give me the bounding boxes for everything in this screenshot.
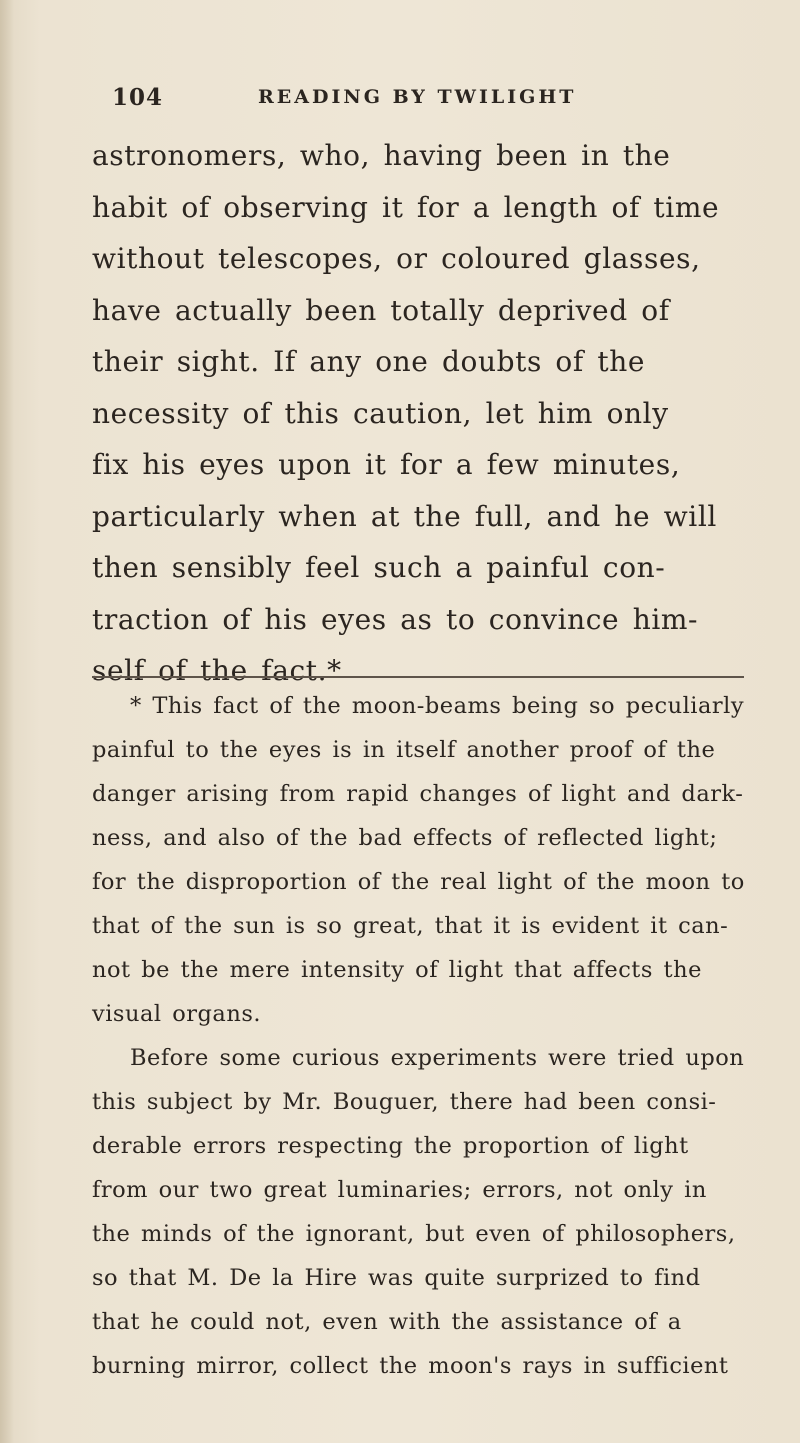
footnote-line: for the disproportion of the real light of the moon to [92, 869, 745, 895]
footnote-rule [92, 676, 744, 678]
footnote-line: derable errors respecting the proportion of light [92, 1133, 689, 1159]
main-text [92, 130, 772, 697]
footnote-line: that he could not, even with the assistance of a [92, 1309, 682, 1335]
footnote-line: this subject by Mr. Bouguer, there had been consi- [92, 1089, 717, 1115]
text-line: habit of observing it for a length of time [92, 190, 720, 224]
footnote-line: so that M. De la Hire was quite surprized to find [92, 1265, 701, 1291]
footnote-line: that of the sun is so great, that it is evident it can- [92, 913, 729, 939]
footnote-line: Before some curious experiments were tried upon [130, 1045, 745, 1071]
text-line: self of the fact.* [92, 654, 342, 687]
footnote-line: painful to the eyes is in itself another proof of the [92, 737, 716, 763]
text-line: without telescopes, or coloured glasses, [92, 242, 701, 275]
footnote-line: * This fact of the moon-beams being so peculiarly [130, 693, 745, 719]
page-number: 104 [112, 84, 164, 111]
text-line: necessity of this caution, let him only [92, 396, 669, 430]
footnote-line: danger arising from rapid changes of light and dark- [92, 781, 744, 807]
running-head [0, 84, 800, 124]
footnote-line: burning mirror, collect the moon's rays in sufficient [92, 1353, 729, 1379]
footnote [92, 684, 782, 1388]
text-line: traction of his eyes as to convince him- [92, 602, 699, 636]
text-line: astronomers, who, having been in the [92, 139, 671, 172]
text-line: fix his eyes upon it for a few minutes, [92, 448, 681, 481]
footnote-line: from our two great luminaries; errors, not only in [92, 1177, 707, 1203]
text-line: their sight. If any one doubts of the [92, 345, 645, 378]
text-line: have actually been totally deprived of [92, 293, 670, 327]
footnote-line: not be the mere intensity of light that affects the [92, 957, 702, 983]
gutter-shadow [0, 0, 14, 1443]
footnote-line: the minds of the ignorant, but even of philosophers, [92, 1221, 736, 1247]
text-line: then sensibly feel such a painful con- [92, 551, 666, 584]
running-title: READING BY TWILIGHT [258, 86, 577, 108]
text-line: particularly when at the full, and he will [92, 499, 717, 533]
footnote-line: visual organs. [92, 1001, 262, 1027]
footnote-line: ness, and also of the bad effects of reflected light; [92, 825, 718, 851]
